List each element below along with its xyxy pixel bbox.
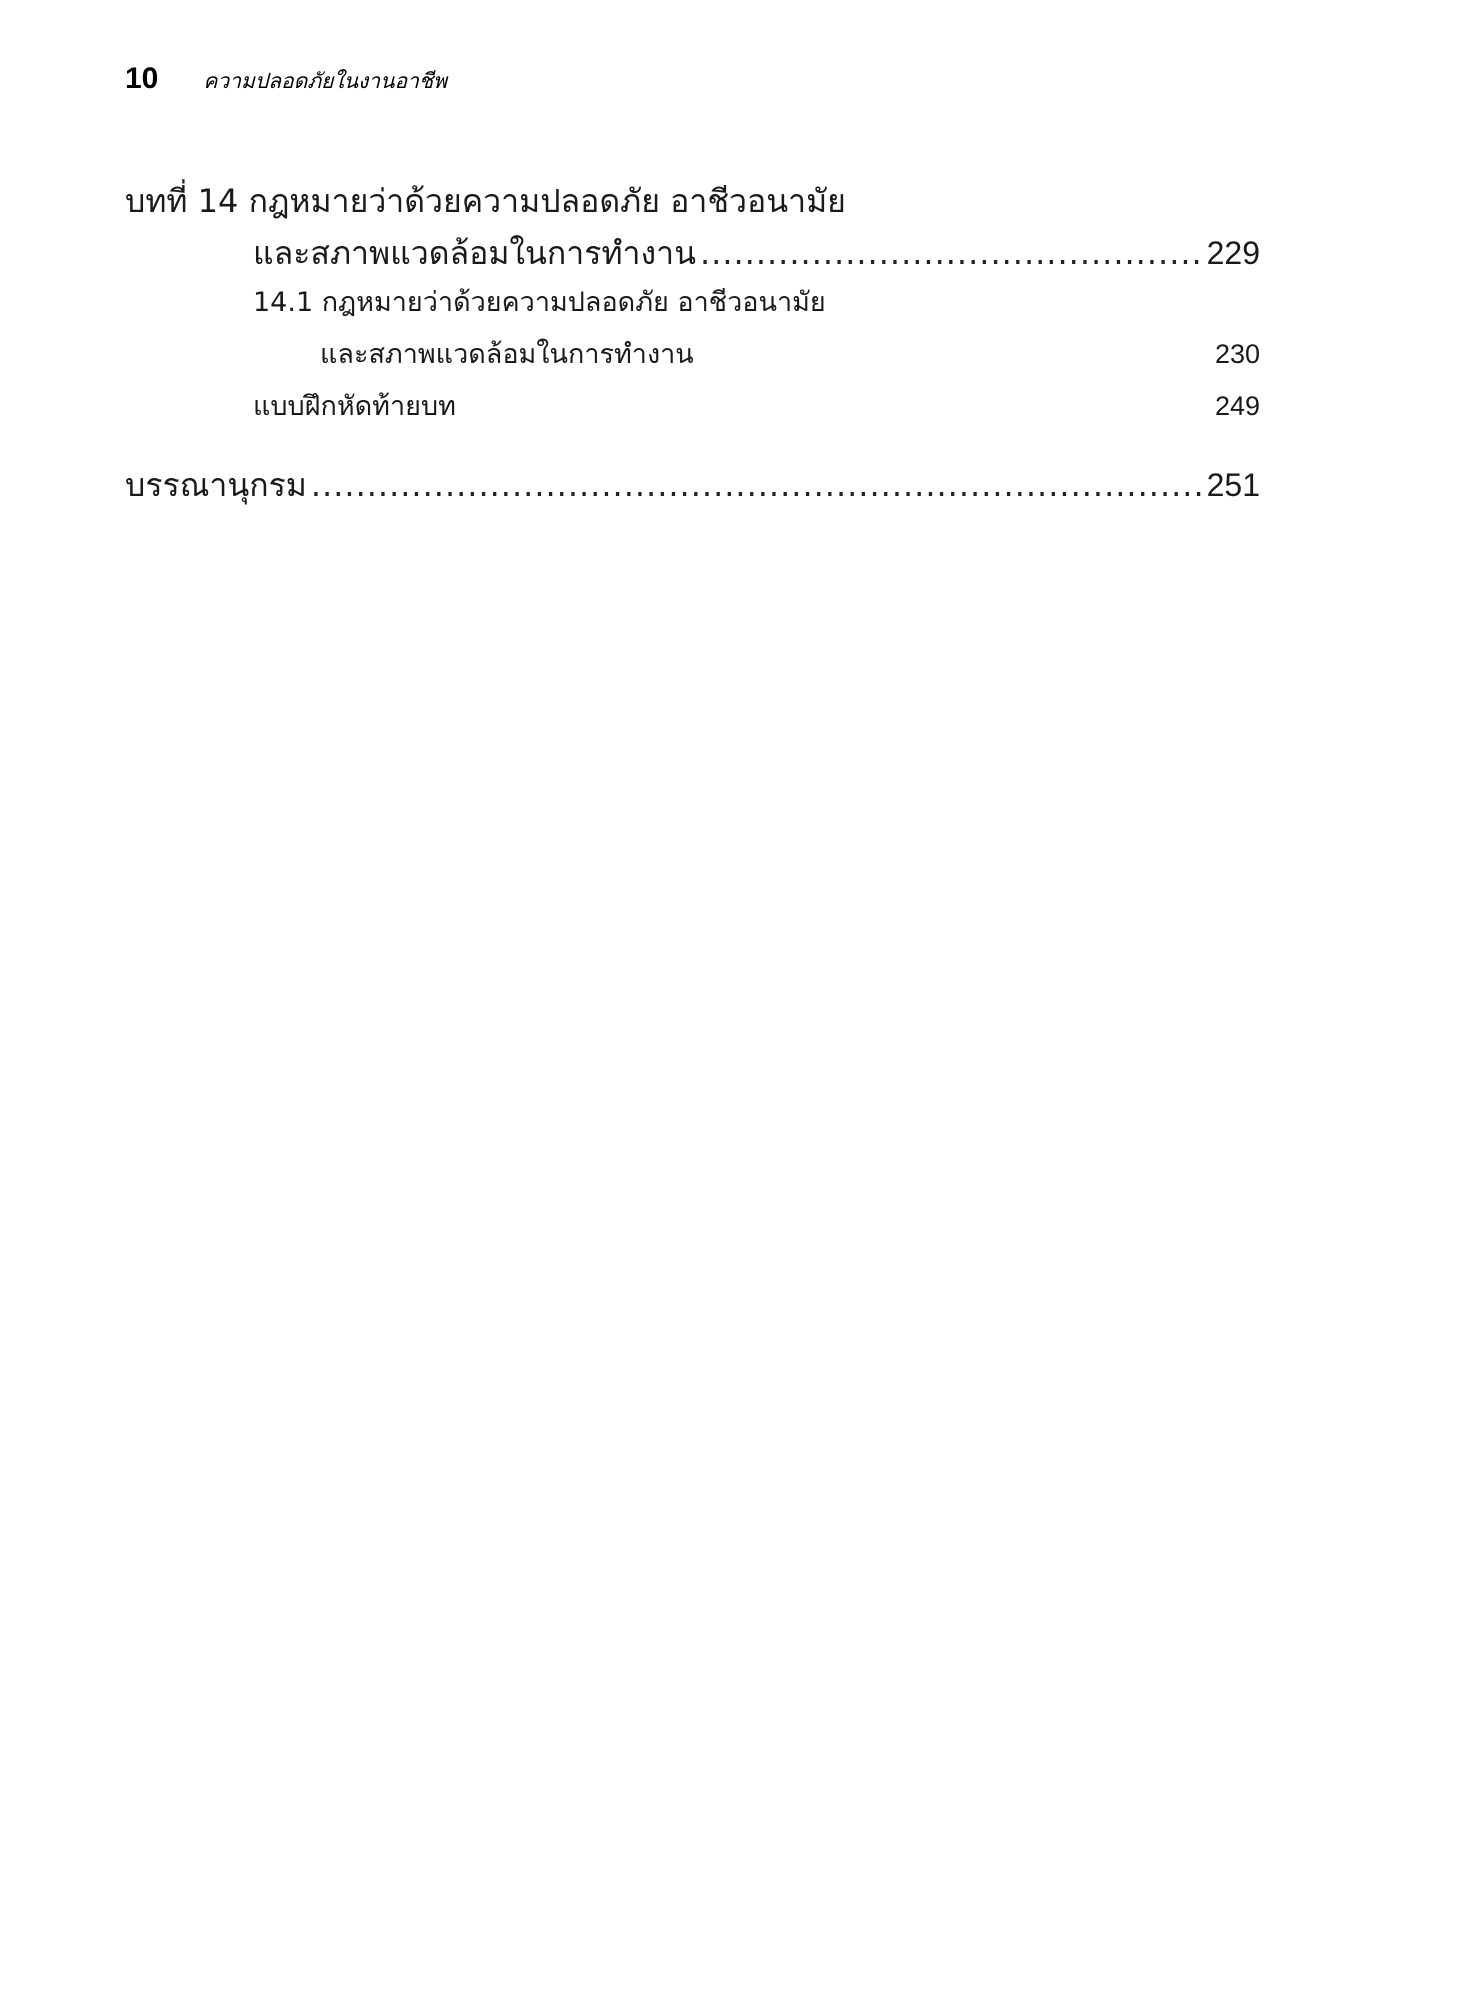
page-number: 10: [125, 62, 159, 95]
toc-section-14-1-entry[interactable]: [125, 332, 1260, 384]
toc-chapter-14-entry[interactable]: [125, 228, 1260, 280]
toc-chapter-14-title: [125, 176, 1260, 228]
toc-exercise-entry[interactable]: [125, 384, 1260, 436]
toc-section-14-1-line1: 14.1 กฎหมายว่าด้วยความปลอดภัย อาชีวอนามัย: [253, 287, 826, 318]
dot-leader: [311, 466, 1201, 504]
toc-chapter-14-line2: และสภาพแวดล้อมในการทำงาน: [253, 234, 696, 272]
toc-section-14-1-title: [125, 280, 1260, 332]
toc-section-14-1-line2: และสภาพแวดล้อมในการทำงาน: [320, 339, 694, 370]
toc-exercise-page: 249: [1214, 391, 1260, 421]
dot-leader: [700, 234, 1201, 272]
toc-chapter-14-page: 229: [1206, 235, 1260, 271]
toc-exercise-label: แบบฝึกหัดท้ายบท: [253, 391, 456, 422]
running-title: ความปลอดภัยในงานอาชีพ: [203, 69, 447, 93]
toc-bibliography-entry[interactable]: [125, 460, 1260, 512]
table-of-contents: [125, 176, 1260, 512]
toc-section-14-1-page: 230: [1214, 339, 1260, 369]
toc-bibliography-page: 251: [1206, 467, 1260, 503]
toc-chapter-14-line1: บทที่ 14 กฎหมายว่าด้วยความปลอดภัย อาชีวอนามัย: [125, 182, 846, 220]
toc-bibliography-label: บรรณานุกรม: [125, 466, 307, 504]
page-header: [125, 62, 447, 102]
